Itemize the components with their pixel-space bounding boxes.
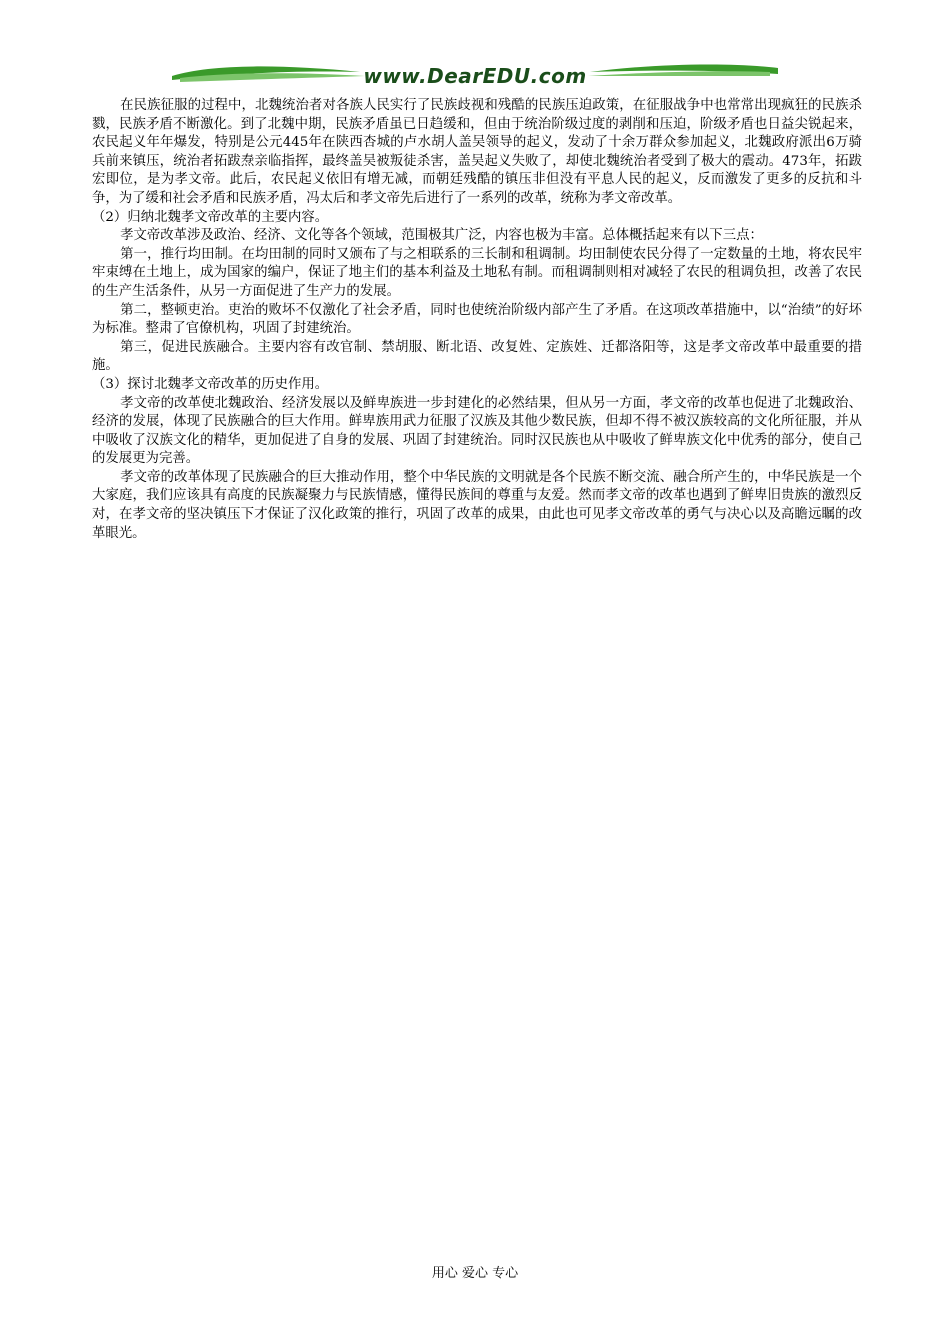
page-footer: 用心 爱心 专心	[431, 1266, 519, 1281]
header-banner	[170, 58, 780, 92]
paragraph-historical-role: 孝文帝的改革使北魏政治、经济发展以及鲜卑族进一步封建化的必然结果，但从另一方面，孝文帝的改革也促进了北魏政治、经济的发展，体现了民族融合的巨大作用。鲜卑族用武力征服了汉族及其他少数民族，但却不得不被汉族较高的文化所征服，并从中吸收了汉族文化的精华，更加促进了自身的发展、巩固了封建统治。同时汉民族也从中吸收了鲜卑族文化中优秀的部分，使自己的发展更为完善。	[92, 395, 862, 467]
paragraph-conquest: 在民族征服的过程中，北魏统治者对各族人民实行了民族歧视和残酷的民族压迫政策，在征服战争中也常常出现疯狂的民族杀戮，民族矛盾不断激化。到了北魏中期，民族矛盾虽已日趋缓和，但由于统治阶级过度的剥削和压迫，阶级矛盾也日益尖锐起来，农民起义年年爆发，特别是公元445年在陕西杏城的卢水胡人盖吴领导的起义，发动了十余万群众参加起义，北魏政府派出6万骑兵前来镇压，统治者拓跋焘亲临指挥，最终盖吴被叛徒杀害，盖吴起义失败了，却使北魏统治者受到了极大的震动。473年，拓跋宏即位，是为孝文帝。此后，农民起义依旧有增无减，而朝廷残酷的镇压非但没有平息人民的起义，反而激发了更多的反抗和斗争，为了缓和社会矛盾和民族矛盾，冯太后和孝文帝先后进行了一系列的改革，统称为孝文帝改革。	[92, 98, 862, 206]
section-heading-3: （3）探讨北魏孝文帝改革的历史作用。	[92, 376, 329, 392]
section-heading-2: （2）归纳北魏孝文帝改革的主要内容。	[92, 209, 329, 225]
site-url: www.DearEDU.com	[363, 64, 587, 88]
document-body	[92, 97, 862, 543]
paragraph-reform-second: 第二，整顿吏治。吏治的败坏不仅激化了社会矛盾，同时也使统治阶级内部产生了矛盾。在这项改革措施中，以“治绩”的好坏为标准。整肃了官僚机构，巩固了封建统治。	[92, 302, 862, 337]
paragraph-reform-first: 第一，推行均田制。在均田制的同时又颁布了与之相联系的三长制和租调制。均田制使农民分得了一定数量的土地，将农民牢牢束缚在土地上，成为国家的编户，保证了地主们的基本利益及土地私有制。而租调制则相对减轻了农民的租调负担，改善了农民的生产生活条件，从另一方面促进了生产力的发展。	[92, 246, 862, 299]
paragraph-reform-overview: 孝文帝改革涉及政治、经济、文化等各个领域，范围极其广泛，内容也极为丰富。总体概括起来有以下三点：	[120, 228, 763, 244]
paragraph-reform-third: 第三，促进民族融合。主要内容有改官制、禁胡服、断北语、改复姓、定族姓、迁都洛阳等，这是孝文帝改革中最重要的措施。	[92, 339, 862, 374]
paragraph-conclusion: 孝文帝的改革体现了民族融合的巨大推动作用，整个中华民族的文明就是各个民族不断交流、融合所产生的，中华民族是一个大家庭，我们应该具有高度的民族凝聚力与民族情感，懂得民族间的尊重与友爱。然而孝文帝的改革也遇到了鲜卑旧贵族的激烈反对，在孝文帝的坚决镇压下才保证了汉化政策的推行，巩固了改革的成果，由此也可见孝文帝改革的勇气与决心以及高瞻远瞩的改革眼光。	[92, 469, 862, 541]
